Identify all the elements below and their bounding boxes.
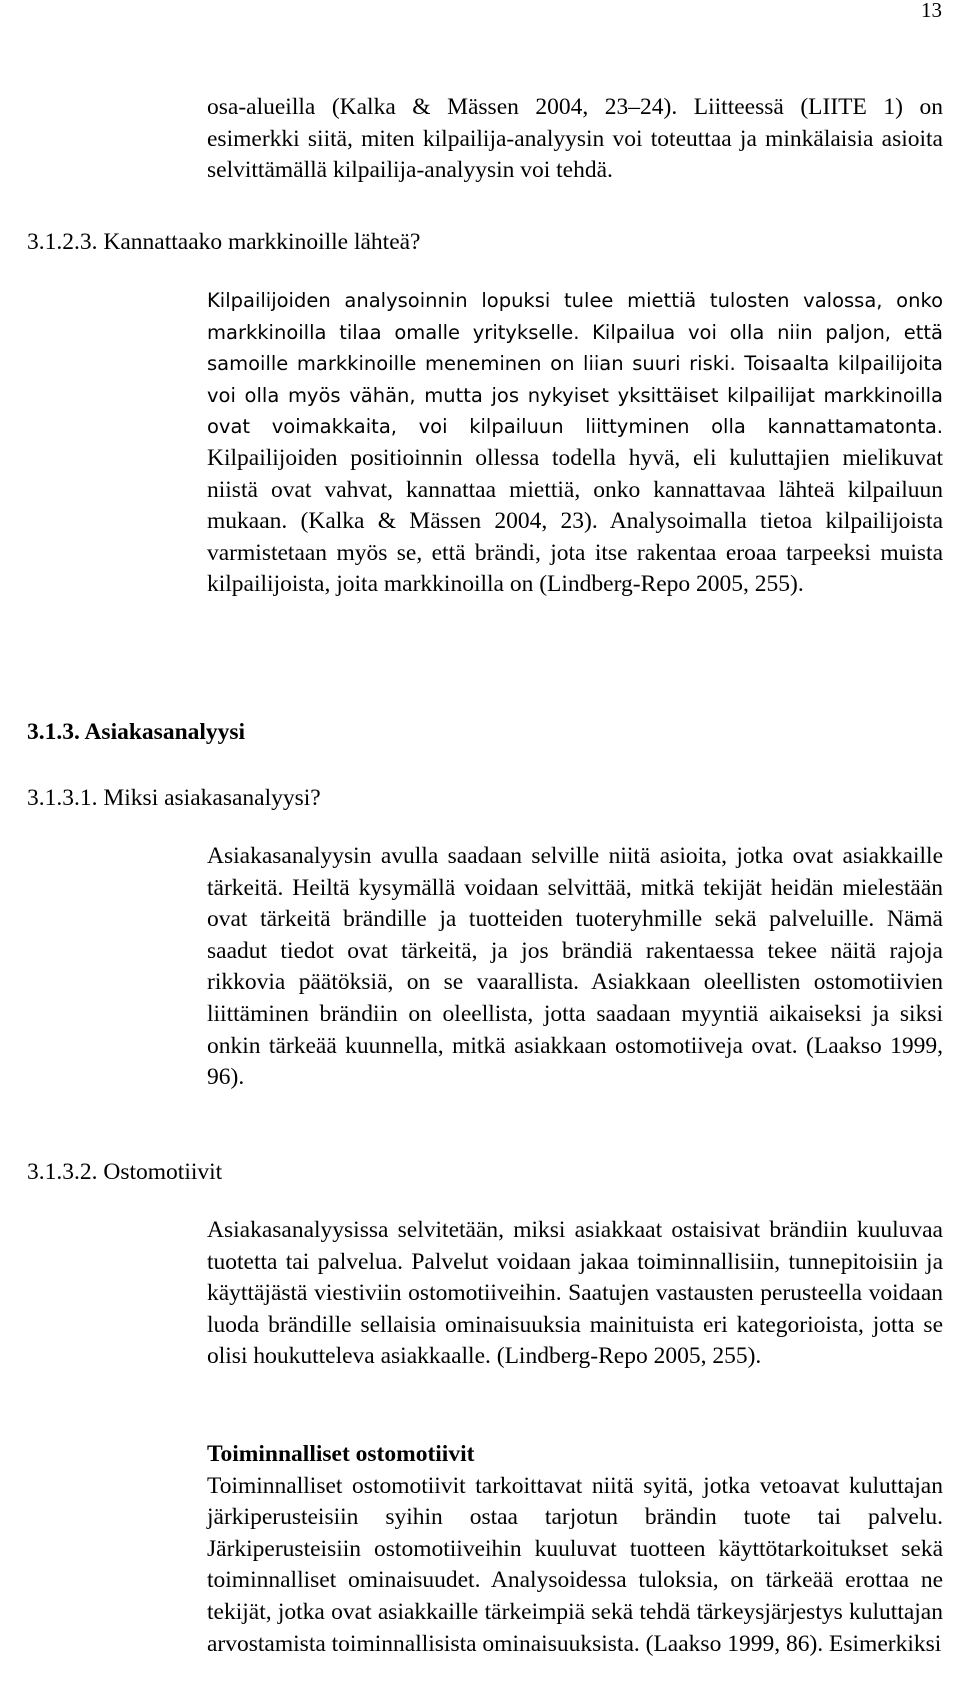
page-number: 13 xyxy=(921,0,942,22)
section-3-1-2-3-body xyxy=(207,285,943,601)
section-3-1-3-2-heading-block xyxy=(27,1158,943,1186)
section-heading-3-1-2-3: 3.1.2.3. Kannattaako markkinoille lähteä? xyxy=(27,229,421,255)
section-3-1-3-2-body xyxy=(207,1215,943,1373)
functional-motives-block xyxy=(207,1439,943,1660)
section-3-1-3-1-heading-block xyxy=(27,784,943,812)
paragraph-functional-motives: Toiminnalliset ostomotiivit tarkoittavat niitä syitä, jotka vetoavat kuluttajan järkiperusteisiin syihin ostaa tarjotun brändin tuote tai palvelu. Järkiperusteisiin ostomotiiveihin kuuluvat tuotteen käyttötarkoitukset sekä toiminnalliset ominaisuudet. Analysoidessa tuloksia, on tärkeää erottaa ne tekijät, jotka ovat asiakkaille tärkeimpiä sekä tehdä tärkeysjärjestys kuluttajan arvostamista toiminnallisista ominaisuuksista. (Laakso 1999, 86). Esimerkiksi xyxy=(207,1472,943,1657)
section-heading-3-1-3: 3.1.3. Asiakasanalyysi xyxy=(27,719,246,745)
paragraph-why-customer-analysis: Asiakasanalyysin avulla saadaan selville niitä asioita, jotka ovat asiakkaille tärkeitä. Heiltä kysymällä voidaan selvittää, mitkä tekijät heidän mielestään ovat tärkeitä brändille ja tuotteiden tuoteryhmille sekä palveluille. Nämä saadut tiedot ovat tärkeitä, ja jos brändiä rakentaessa tekee näitä rajoja rikkovia päätöksiä, on se vaarallista. Asiakkaan oleellisten ostomotiivien liittäminen brändiin on oleellista, jotta saadaan myyntiä aikaiseksi ja siksi onkin tärkeää kuunnella, mitkä asiakkaan ostomotiiveja ovat. (Laakso 1999, 96). xyxy=(207,843,943,1091)
section-heading-3-1-3-2: 3.1.3.2. Ostomotiivit xyxy=(27,1159,223,1185)
paragraph-purchase-motives: Asiakasanalyysissa selvitetään, miksi asiakkaat ostaisivat brändiin kuuluvaa tuotetta tai palvelua. Palvelut voidaan jakaa toiminnallisiin, tunnepitoisiin ja käyttäjästä viestiviin ostomotiiveihin. Saatujen vastausten perusteella voidaan luoda brändille sellaisia ominaisuuksia mainituista eri kategorioista, jotta se olisi houkutteleva asiakkaalle. (Lindberg-Repo 2005, 255). xyxy=(207,1217,943,1370)
section-3-1-3-1-body xyxy=(207,841,943,1094)
paragraph-market-entry-sans: Kilpailijoiden analysoinnin lopuksi tulee miettiä tulosten valossa, onko markkinoilla tilaa omalle yritykselle. Kilpailua voi olla niin paljon, että samoille markkinoille meneminen on liian suuri riski. Toisaalta kilpailijoita voi olla myös vähän, mutta jos nykyiset yksittäiset kilpailijat markkinoilla ovat voimakkaita, voi kilpailuun liittyminen olla kannattamatonta. Kilpailijoiden positioinnin ollessa todella hyvä, eli kuluttajien mielikuvat niistä ovat vahvat, kannattaa miettiä, onko kannattavaa lähteä kilpailuun mukaan. (Kalka & Mässen 2004, 23). Analysoimalla tietoa kilpailijoista varmistetaan myös se, että brändi, jota itse rakentaa eroaa tarpeeksi muista kilpailijoista, joita markkinoilla on (Lindberg-Repo 2005, 255). xyxy=(207,289,943,598)
intro-paragraph: osa-alueilla (Kalka & Mässen 2004, 23–24). Liitteessä (LIITE 1) on esimerkki siitä, miten kilpailija-analyysin voi toteuttaa ja minkälaisia asioita selvittämällä kilpailija-analyysin voi tehdä. xyxy=(207,94,943,184)
section-3-1-2-3-heading-block xyxy=(27,228,943,256)
intro-paragraph-block xyxy=(207,92,943,187)
subheading-functional-motives: Toiminnalliset ostomotiivit xyxy=(207,1441,475,1467)
paragraph-market-entry-serif-inline: Kilpailijoiden positioinnin ollessa todella hyvä, eli kuluttajien mielikuvat niistä ovat vahvat, kannattaa miettiä, onko kannattavaa lähteä kilpailuun mukaan. (Kalka & Mässen 2004, 23). Analysoimalla tietoa kilpailijoista varmistetaan myös se, että brändi, jota itse rakentaa eroaa tarpeeksi muista kilpailijoista, joita markkinoilla on (Lindberg-Repo 2005, 255). xyxy=(207,444,943,598)
section-3-1-3-heading-block xyxy=(27,718,943,746)
section-heading-3-1-3-1: 3.1.3.1. Miksi asiakasanalyysi? xyxy=(27,785,321,811)
